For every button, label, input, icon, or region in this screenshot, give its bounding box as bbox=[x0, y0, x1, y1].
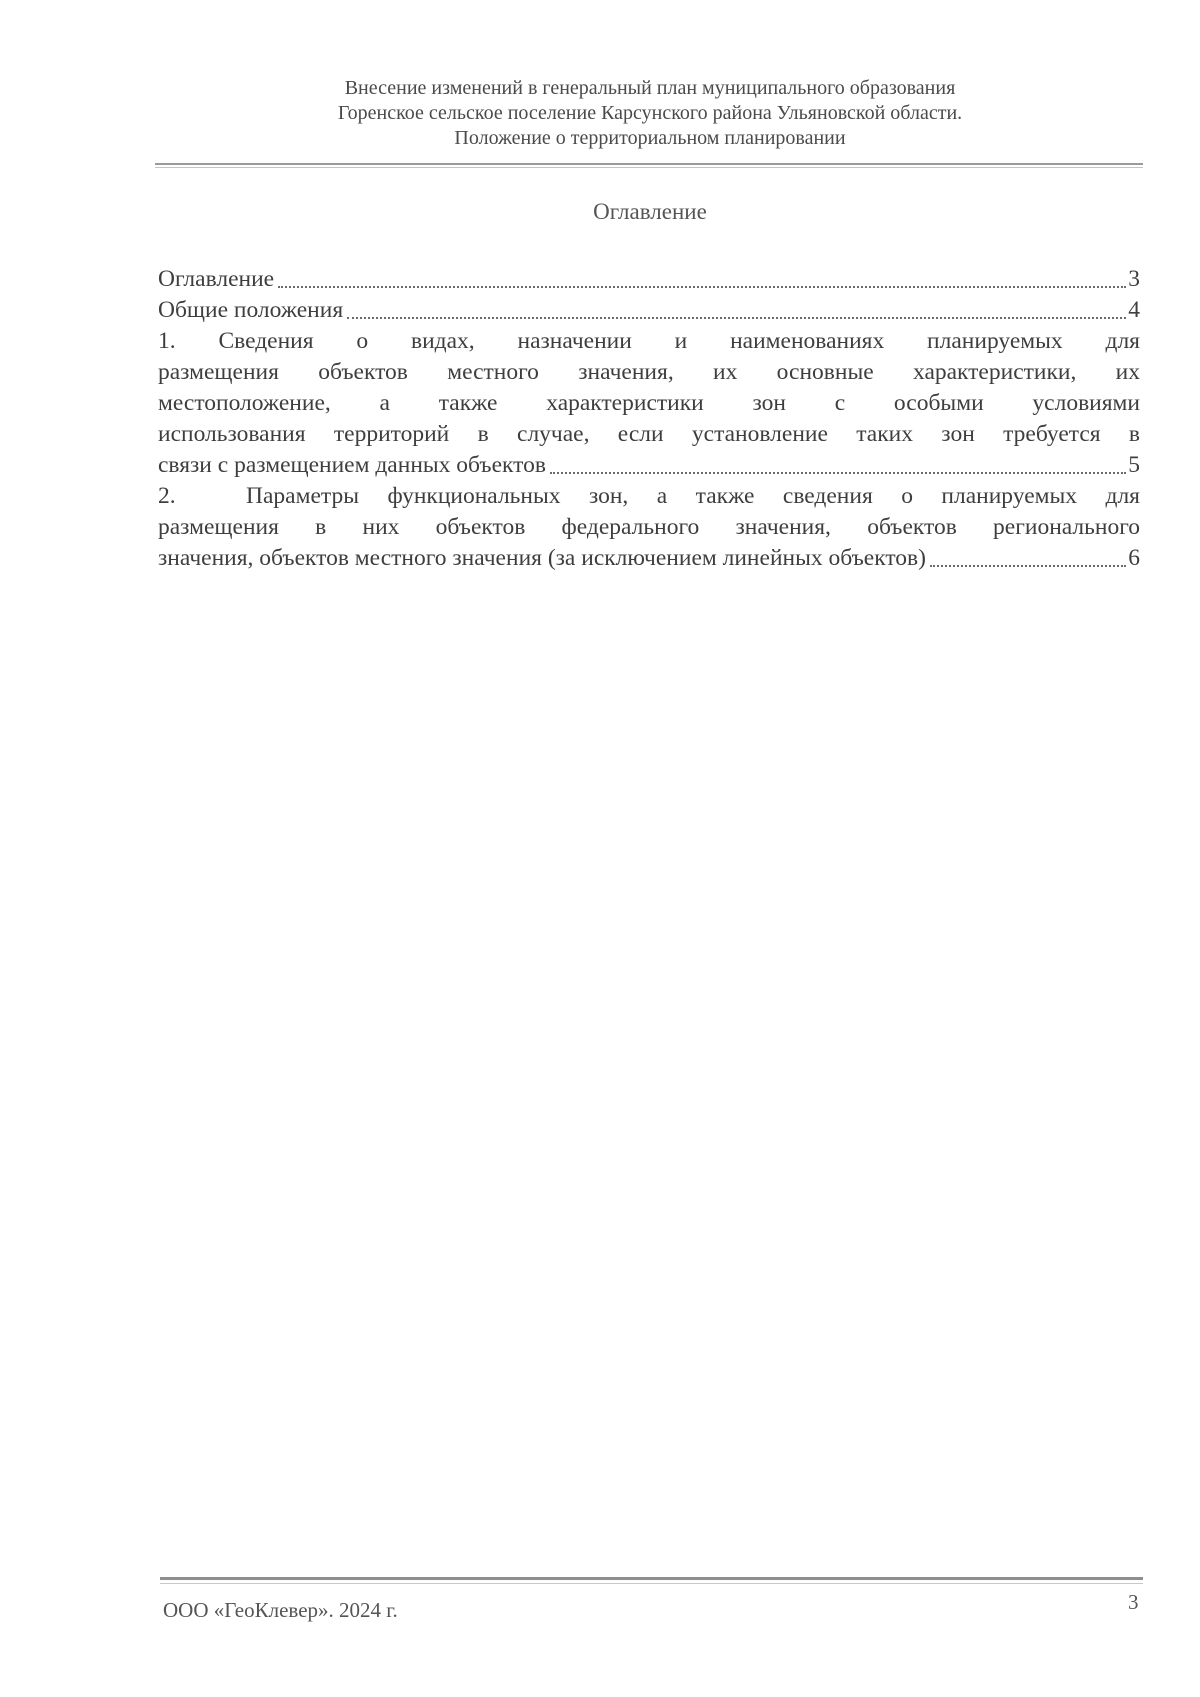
footer-page-number: 3 bbox=[1128, 1590, 1139, 1614]
toc-section-line: связи с размещением данных объектов bbox=[158, 452, 546, 478]
toc-leader-dots bbox=[550, 471, 1126, 474]
toc-section-last-line bbox=[158, 450, 1140, 481]
toc-section-line: размещения в них объектов федерального значения, объектов регионального bbox=[158, 514, 1140, 540]
header-line-1: Внесение изменений в генеральный план муниципального образования bbox=[344, 77, 956, 99]
toc-entry-label: Оглавление bbox=[158, 266, 275, 292]
toc-section-number: 2. bbox=[158, 483, 176, 509]
toc-entry-page: 6 bbox=[1128, 545, 1140, 571]
toc-section-last-line bbox=[158, 543, 1140, 574]
toc-entry-contents[interactable] bbox=[158, 264, 1140, 295]
toc-section-line: значения, объектов местного значения (за исключением линейных объектов) bbox=[158, 545, 926, 571]
toc-entry-section-2[interactable] bbox=[158, 481, 1140, 574]
header-line-3: Положение о территориальном планировании bbox=[454, 127, 846, 149]
toc-title: Оглавление bbox=[593, 199, 707, 224]
header-divider bbox=[155, 163, 1143, 165]
toc-entry-general[interactable] bbox=[158, 295, 1140, 326]
table-of-contents bbox=[158, 264, 1140, 574]
toc-section-line: 1. Сведения о видах, назначении и наименованиях планируемых для bbox=[158, 328, 1140, 354]
footer-company: ООО «ГеоКлевер». 2024 г. bbox=[163, 1598, 398, 1622]
toc-section-line: размещения объектов местного значения, их основные характеристики, их bbox=[158, 359, 1140, 385]
toc-section-line: Параметры функциональных зон, а также сведения о планируемых для bbox=[246, 483, 1140, 509]
toc-leader-dots bbox=[278, 285, 1126, 288]
toc-entry-section-1[interactable] bbox=[158, 326, 1140, 481]
toc-section-line: использования территорий в случае, если установление таких зон требуется в bbox=[158, 421, 1140, 447]
toc-entry-label: Общие положения bbox=[158, 297, 344, 323]
toc-entry-page: 4 bbox=[1128, 297, 1140, 323]
footer-divider bbox=[160, 1577, 1143, 1580]
toc-leader-dots bbox=[347, 316, 1126, 319]
toc-leader-dots bbox=[930, 564, 1126, 567]
toc-section-line: местоположение, а также характеристики зон с особыми условиями bbox=[158, 390, 1140, 416]
toc-entry-page: 3 bbox=[1128, 266, 1140, 292]
page-header bbox=[160, 76, 1140, 151]
toc-entry-page: 5 bbox=[1128, 452, 1140, 478]
toc-section-first-line bbox=[158, 481, 1140, 512]
header-line-2: Горенское сельское поселение Карсунского района Ульяновской области. bbox=[337, 102, 963, 124]
